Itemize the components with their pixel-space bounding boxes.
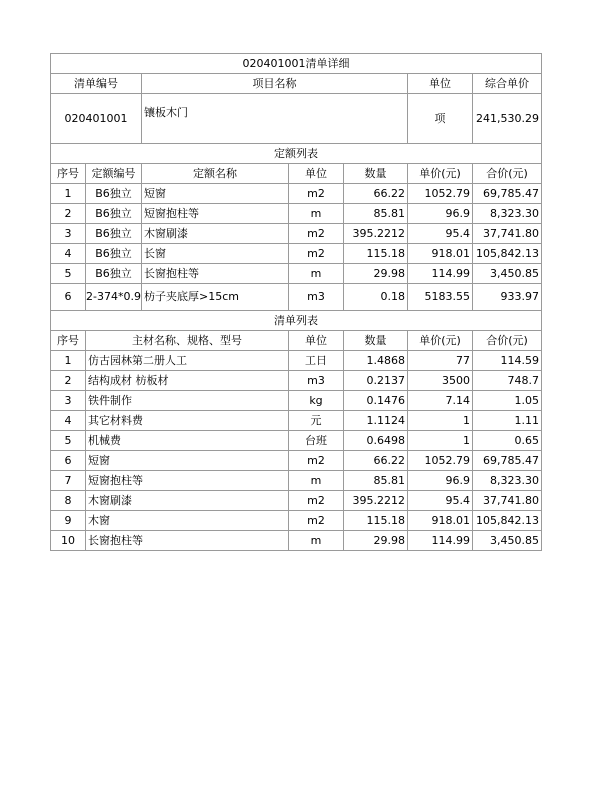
quota-row — [51, 184, 542, 204]
material-unit: m — [289, 531, 344, 551]
material-unit-price: 95.4 — [408, 491, 473, 511]
quota-row — [51, 224, 542, 244]
material-name: 短窗 — [86, 451, 289, 471]
quota-section-row — [51, 144, 542, 164]
material-name: 机械费 — [86, 431, 289, 451]
unit-label: 单位 — [408, 74, 473, 94]
materials-col-qty: 数量 — [344, 331, 408, 351]
quota-code: B6独立 — [86, 184, 142, 204]
quota-total: 8,323.30 — [473, 204, 542, 224]
material-index: 8 — [51, 491, 86, 511]
table-title: 020401001清单详细 — [51, 54, 542, 74]
quota-total: 37,741.80 — [473, 224, 542, 244]
material-name: 结构成材 枋板材 — [86, 371, 289, 391]
materials-col-unit: 单位 — [289, 331, 344, 351]
material-index: 4 — [51, 411, 86, 431]
material-index: 6 — [51, 451, 86, 471]
quota-index: 6 — [51, 284, 86, 311]
quota-section-title: 定额列表 — [51, 144, 542, 164]
material-total: 0.65 — [473, 431, 542, 451]
quota-col-qty: 数量 — [344, 164, 408, 184]
material-qty: 66.22 — [344, 451, 408, 471]
item-price: 241,530.29 — [473, 94, 542, 144]
quota-code: B6独立 — [86, 204, 142, 224]
quota-qty: 66.22 — [344, 184, 408, 204]
material-row — [51, 471, 542, 491]
material-qty: 0.1476 — [344, 391, 408, 411]
material-row — [51, 351, 542, 371]
quota-name: 长窗抱柱等 — [142, 264, 289, 284]
material-row — [51, 371, 542, 391]
material-qty: 29.98 — [344, 531, 408, 551]
quota-index: 3 — [51, 224, 86, 244]
quota-index: 1 — [51, 184, 86, 204]
material-index: 10 — [51, 531, 86, 551]
material-index: 2 — [51, 371, 86, 391]
material-row — [51, 411, 542, 431]
material-unit: 工日 — [289, 351, 344, 371]
materials-col-name: 主材名称、规格、型号 — [86, 331, 289, 351]
quota-total: 69,785.47 — [473, 184, 542, 204]
material-name: 木窗 — [86, 511, 289, 531]
material-unit: m3 — [289, 371, 344, 391]
quota-qty: 29.98 — [344, 264, 408, 284]
quota-col-name: 定额名称 — [142, 164, 289, 184]
materials-col-total: 合价(元) — [473, 331, 542, 351]
material-unit: 元 — [289, 411, 344, 431]
quota-col-unit: 单位 — [289, 164, 344, 184]
quota-unit: m2 — [289, 224, 344, 244]
bill-detail-table — [50, 53, 542, 551]
code-label: 清单编号 — [51, 74, 142, 94]
quota-qty: 395.2212 — [344, 224, 408, 244]
materials-col-index: 序号 — [51, 331, 86, 351]
material-index: 9 — [51, 511, 86, 531]
quota-unit: m — [289, 204, 344, 224]
material-total: 748.7 — [473, 371, 542, 391]
material-qty: 395.2212 — [344, 491, 408, 511]
materials-header-row — [51, 331, 542, 351]
material-qty: 115.18 — [344, 511, 408, 531]
materials-col-unit-price: 单价(元) — [408, 331, 473, 351]
quota-unit-price: 1052.79 — [408, 184, 473, 204]
quota-header-row — [51, 164, 542, 184]
material-name: 木窗刷漆 — [86, 491, 289, 511]
material-unit: m2 — [289, 451, 344, 471]
quota-name: 短窗抱柱等 — [142, 204, 289, 224]
materials-section-title: 清单列表 — [51, 311, 542, 331]
quota-index: 2 — [51, 204, 86, 224]
price-label: 综合单价 — [473, 74, 542, 94]
name-label: 项目名称 — [142, 74, 408, 94]
material-unit: kg — [289, 391, 344, 411]
quota-code: 2-374*0.9 — [86, 284, 142, 311]
quota-row — [51, 284, 542, 311]
quota-unit: m — [289, 264, 344, 284]
quota-row — [51, 204, 542, 224]
material-name: 仿古园林第二册人工 — [86, 351, 289, 371]
quota-col-unit-price: 单价(元) — [408, 164, 473, 184]
quota-total: 105,842.13 — [473, 244, 542, 264]
material-qty: 1.4868 — [344, 351, 408, 371]
quota-qty: 0.18 — [344, 284, 408, 311]
material-total: 114.59 — [473, 351, 542, 371]
quota-row — [51, 264, 542, 284]
material-name: 其它材料费 — [86, 411, 289, 431]
quota-code: B6独立 — [86, 244, 142, 264]
material-name: 铁件制作 — [86, 391, 289, 411]
quota-unit: m2 — [289, 244, 344, 264]
quota-col-code: 定额编号 — [86, 164, 142, 184]
title-row — [51, 54, 542, 74]
material-unit-price: 96.9 — [408, 471, 473, 491]
quota-unit-price: 96.9 — [408, 204, 473, 224]
material-qty: 0.2137 — [344, 371, 408, 391]
item-name: 镶板木门 — [142, 94, 408, 144]
quota-unit-price: 918.01 — [408, 244, 473, 264]
material-total: 69,785.47 — [473, 451, 542, 471]
quota-qty: 115.18 — [344, 244, 408, 264]
quota-name: 长窗 — [142, 244, 289, 264]
material-index: 7 — [51, 471, 86, 491]
material-unit: m2 — [289, 491, 344, 511]
material-total: 1.11 — [473, 411, 542, 431]
quota-name: 枋子夹底厚>15cm — [142, 284, 289, 311]
materials-section-row — [51, 311, 542, 331]
quota-total: 3,450.85 — [473, 264, 542, 284]
header-row — [51, 74, 542, 94]
material-row — [51, 451, 542, 471]
quota-unit: m3 — [289, 284, 344, 311]
material-unit-price: 918.01 — [408, 511, 473, 531]
material-row — [51, 531, 542, 551]
item-row — [51, 94, 542, 144]
material-qty: 1.1124 — [344, 411, 408, 431]
quota-unit-price: 5183.55 — [408, 284, 473, 311]
material-index: 1 — [51, 351, 86, 371]
quota-col-total: 合价(元) — [473, 164, 542, 184]
material-total: 105,842.13 — [473, 511, 542, 531]
quota-code: B6独立 — [86, 264, 142, 284]
material-name: 长窗抱柱等 — [86, 531, 289, 551]
material-index: 3 — [51, 391, 86, 411]
material-unit: m — [289, 471, 344, 491]
material-row — [51, 431, 542, 451]
material-row — [51, 491, 542, 511]
material-total: 37,741.80 — [473, 491, 542, 511]
quota-col-index: 序号 — [51, 164, 86, 184]
quota-unit-price: 114.99 — [408, 264, 473, 284]
material-unit-price: 3500 — [408, 371, 473, 391]
material-unit-price: 1 — [408, 431, 473, 451]
quota-total: 933.97 — [473, 284, 542, 311]
material-unit-price: 1052.79 — [408, 451, 473, 471]
item-code: 020401001 — [51, 94, 142, 144]
material-index: 5 — [51, 431, 86, 451]
material-total: 8,323.30 — [473, 471, 542, 491]
material-unit-price: 114.99 — [408, 531, 473, 551]
quota-code: B6独立 — [86, 224, 142, 244]
material-row — [51, 391, 542, 411]
material-qty: 0.6498 — [344, 431, 408, 451]
quota-unit-price: 95.4 — [408, 224, 473, 244]
material-unit-price: 7.14 — [408, 391, 473, 411]
quota-qty: 85.81 — [344, 204, 408, 224]
material-total: 3,450.85 — [473, 531, 542, 551]
material-unit-price: 1 — [408, 411, 473, 431]
quota-index: 5 — [51, 264, 86, 284]
material-total: 1.05 — [473, 391, 542, 411]
quota-name: 短窗 — [142, 184, 289, 204]
quota-name: 木窗刷漆 — [142, 224, 289, 244]
quota-row — [51, 244, 542, 264]
material-unit: 台班 — [289, 431, 344, 451]
material-row — [51, 511, 542, 531]
material-unit-price: 77 — [408, 351, 473, 371]
quota-index: 4 — [51, 244, 86, 264]
material-qty: 85.81 — [344, 471, 408, 491]
item-unit: 项 — [408, 94, 473, 144]
material-unit: m2 — [289, 511, 344, 531]
quota-unit: m2 — [289, 184, 344, 204]
material-name: 短窗抱柱等 — [86, 471, 289, 491]
